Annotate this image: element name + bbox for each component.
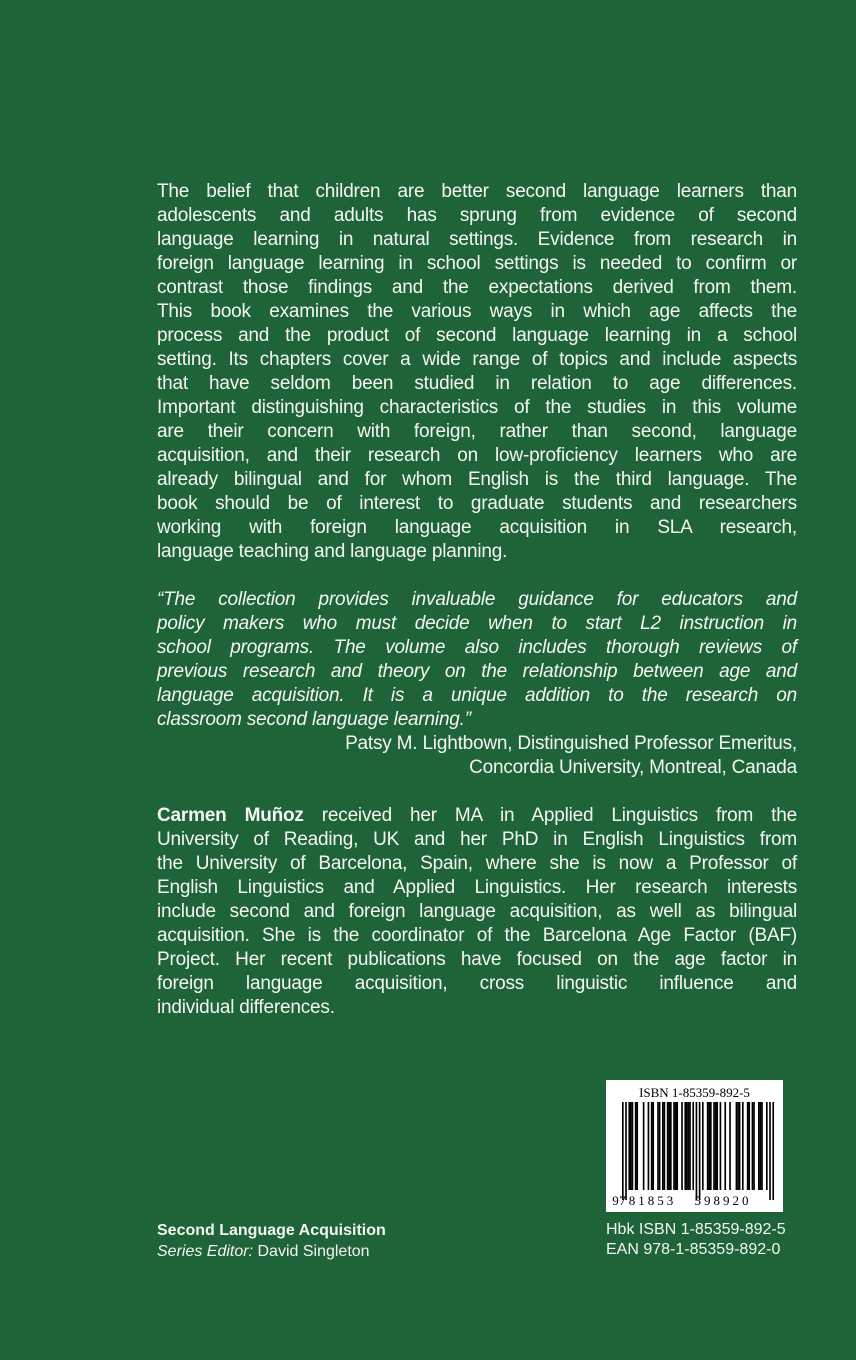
barcode-bar: [659, 1102, 661, 1190]
barcode-bar: [724, 1102, 726, 1190]
barcode-bar: [667, 1102, 669, 1190]
barcode-bar: [681, 1102, 683, 1190]
barcode-bar: [689, 1102, 691, 1190]
quote-line: previous research and theory on the relationship between age and: [157, 661, 797, 682]
isbn-barcode: [606, 1080, 783, 1212]
barcode-bar: [651, 1102, 653, 1190]
quote-attribution: Concordia University, Montreal, Canada: [469, 757, 797, 778]
bio-line: include second and foreign language acquisition, as well as bilingual: [157, 901, 797, 922]
description-line: adolescents and adults has sprung from evidence of second: [157, 205, 797, 226]
isbn-codes: [606, 1220, 786, 1260]
barcode-bar: [648, 1102, 650, 1190]
barcode-bar: [710, 1102, 712, 1190]
description-line: process and the product of second language learning in a school: [157, 325, 797, 346]
barcode-bar: [630, 1102, 632, 1190]
barcode-bar: [769, 1102, 771, 1200]
barcode-bar: [748, 1102, 750, 1190]
barcode-bar: [686, 1102, 688, 1190]
description-line: already bilingual and for whom English is the third language. The: [157, 469, 797, 490]
barcode-bar: [699, 1102, 701, 1200]
description-line: foreign language learning in school settings is needed to confirm or: [157, 253, 797, 274]
description-line: are their concern with foreign, rather than second, language: [157, 421, 797, 442]
barcode-bar: [692, 1102, 694, 1190]
quote-line: school programs. The volume also includes thorough reviews of: [157, 637, 797, 658]
barcode-bar: [739, 1102, 741, 1190]
barcode-bar: [676, 1102, 678, 1190]
review-quote: [157, 588, 797, 780]
barcode-bar: [643, 1102, 645, 1190]
description-line: The belief that children are better second language learners than: [157, 181, 797, 202]
barcode-bar: [758, 1102, 760, 1190]
description-line: This book examines the various ways in which age affects the: [157, 301, 797, 322]
barcode-bar: [675, 1102, 677, 1190]
series-editor: David Singleton: [253, 1243, 370, 1260]
barcode-bar: [772, 1102, 774, 1200]
barcode-bar: [715, 1102, 717, 1190]
quote-attribution: Patsy M. Lightbown, Distinguished Professor Emeritus,: [345, 733, 797, 754]
barcode-bar: [753, 1102, 755, 1190]
quote-line: classroom second language learning.”: [157, 709, 471, 730]
bio-line: foreign language acquisition, cross linguistic influence and: [157, 973, 797, 994]
barcode-bar: [766, 1102, 768, 1190]
barcode-bar: [736, 1102, 738, 1190]
barcode-bar: [670, 1102, 672, 1190]
bio-line: the University of Barcelona, Spain, where she is now a Professor of: [157, 853, 797, 874]
barcode-bar: [720, 1102, 722, 1190]
barcode-isbn-label: ISBN 1-85359-892-5: [639, 1085, 750, 1100]
barcode-bar: [662, 1102, 664, 1190]
barcode-bar: [664, 1102, 666, 1190]
bio-line: English Linguistics and Applied Linguistics. Her research interests: [157, 877, 797, 898]
quote-line: language acquisition. It is a unique addition to the research on: [157, 685, 797, 706]
barcode-bar: [708, 1102, 710, 1190]
bio-line: individual differences.: [157, 997, 335, 1018]
description-line: book should be of interest to graduate students and researchers: [157, 493, 797, 514]
description-line: that have seldom been studied in relation to age differences.: [157, 373, 797, 394]
barcode-bar: [752, 1102, 754, 1190]
barcode-bar: [668, 1102, 670, 1190]
barcode-bar: [707, 1102, 709, 1190]
barcode-digits: 598920: [694, 1193, 752, 1208]
barcode-bar: [652, 1102, 654, 1190]
barcode-bar: [688, 1102, 690, 1190]
barcode-bar: [673, 1102, 675, 1190]
barcode-bar: [684, 1102, 686, 1190]
barcode-bar: [747, 1102, 749, 1190]
barcode-bar: [636, 1102, 638, 1190]
hbk-isbn: Hbk ISBN 1-85359-892-5: [606, 1221, 786, 1238]
description-line: contrast those findings and the expectations derived from them.: [157, 277, 797, 298]
description: [157, 180, 797, 564]
barcode-bar: [761, 1102, 763, 1190]
description-line: working with foreign language acquisition in SLA research,: [157, 517, 797, 538]
quote-line: “The collection provides invaluable guidance for educators and: [157, 589, 797, 610]
quote-line: policy makers who must decide when to start L2 instruction in: [157, 613, 797, 634]
series-editor-label: Series Editor:: [157, 1243, 254, 1260]
barcode-bar: [713, 1102, 715, 1190]
barcode-bar: [716, 1102, 718, 1190]
description-line: language learning in natural settings. Evidence from research in: [157, 229, 797, 250]
description-line: language teaching and language planning.: [157, 541, 508, 562]
barcode-bar: [635, 1102, 637, 1190]
bio-line: University of Reading, UK and her PhD in English Linguistics from: [157, 829, 797, 850]
description-line: acquisition, and their research on low-proficiency learners who are: [157, 445, 797, 466]
description-line: Important distinguishing characteristics of the studies in this volume: [157, 397, 797, 418]
ean-code: EAN 978-1-85359-892-0: [606, 1241, 781, 1258]
barcode-bar: [729, 1102, 731, 1190]
barcode-bar: [760, 1102, 762, 1190]
author-bio: [157, 804, 797, 1020]
series-title: Second Language Acquisition: [157, 1222, 386, 1239]
barcode-bar: [628, 1102, 630, 1190]
barcode-bar: [742, 1102, 744, 1190]
bio-line: Project. Her recent publications have focused on the age factor in: [157, 949, 797, 970]
barcode-bar: [702, 1102, 704, 1190]
description-line: setting. Its chapters cover a wide range of topics and include aspects: [157, 349, 797, 370]
barcode-bar: [625, 1102, 627, 1200]
barcode-digits: 781853: [619, 1193, 677, 1208]
author-name: Carmen Muñoz: [157, 805, 304, 826]
barcode-digits: 9: [612, 1193, 622, 1208]
barcode-bar: [737, 1102, 739, 1190]
bio-line: acquisition. She is the coordinator of the Barcelona Age Factor (BAF): [157, 925, 797, 946]
barcode-bar: [632, 1102, 634, 1190]
series-info: [157, 1220, 386, 1262]
bio-line: Carmen Muñoz received her MA in Applied Linguistics from the: [157, 805, 797, 826]
barcode-bar: [657, 1102, 659, 1190]
barcode-bar: [696, 1102, 698, 1200]
barcode-bar: [622, 1102, 624, 1200]
